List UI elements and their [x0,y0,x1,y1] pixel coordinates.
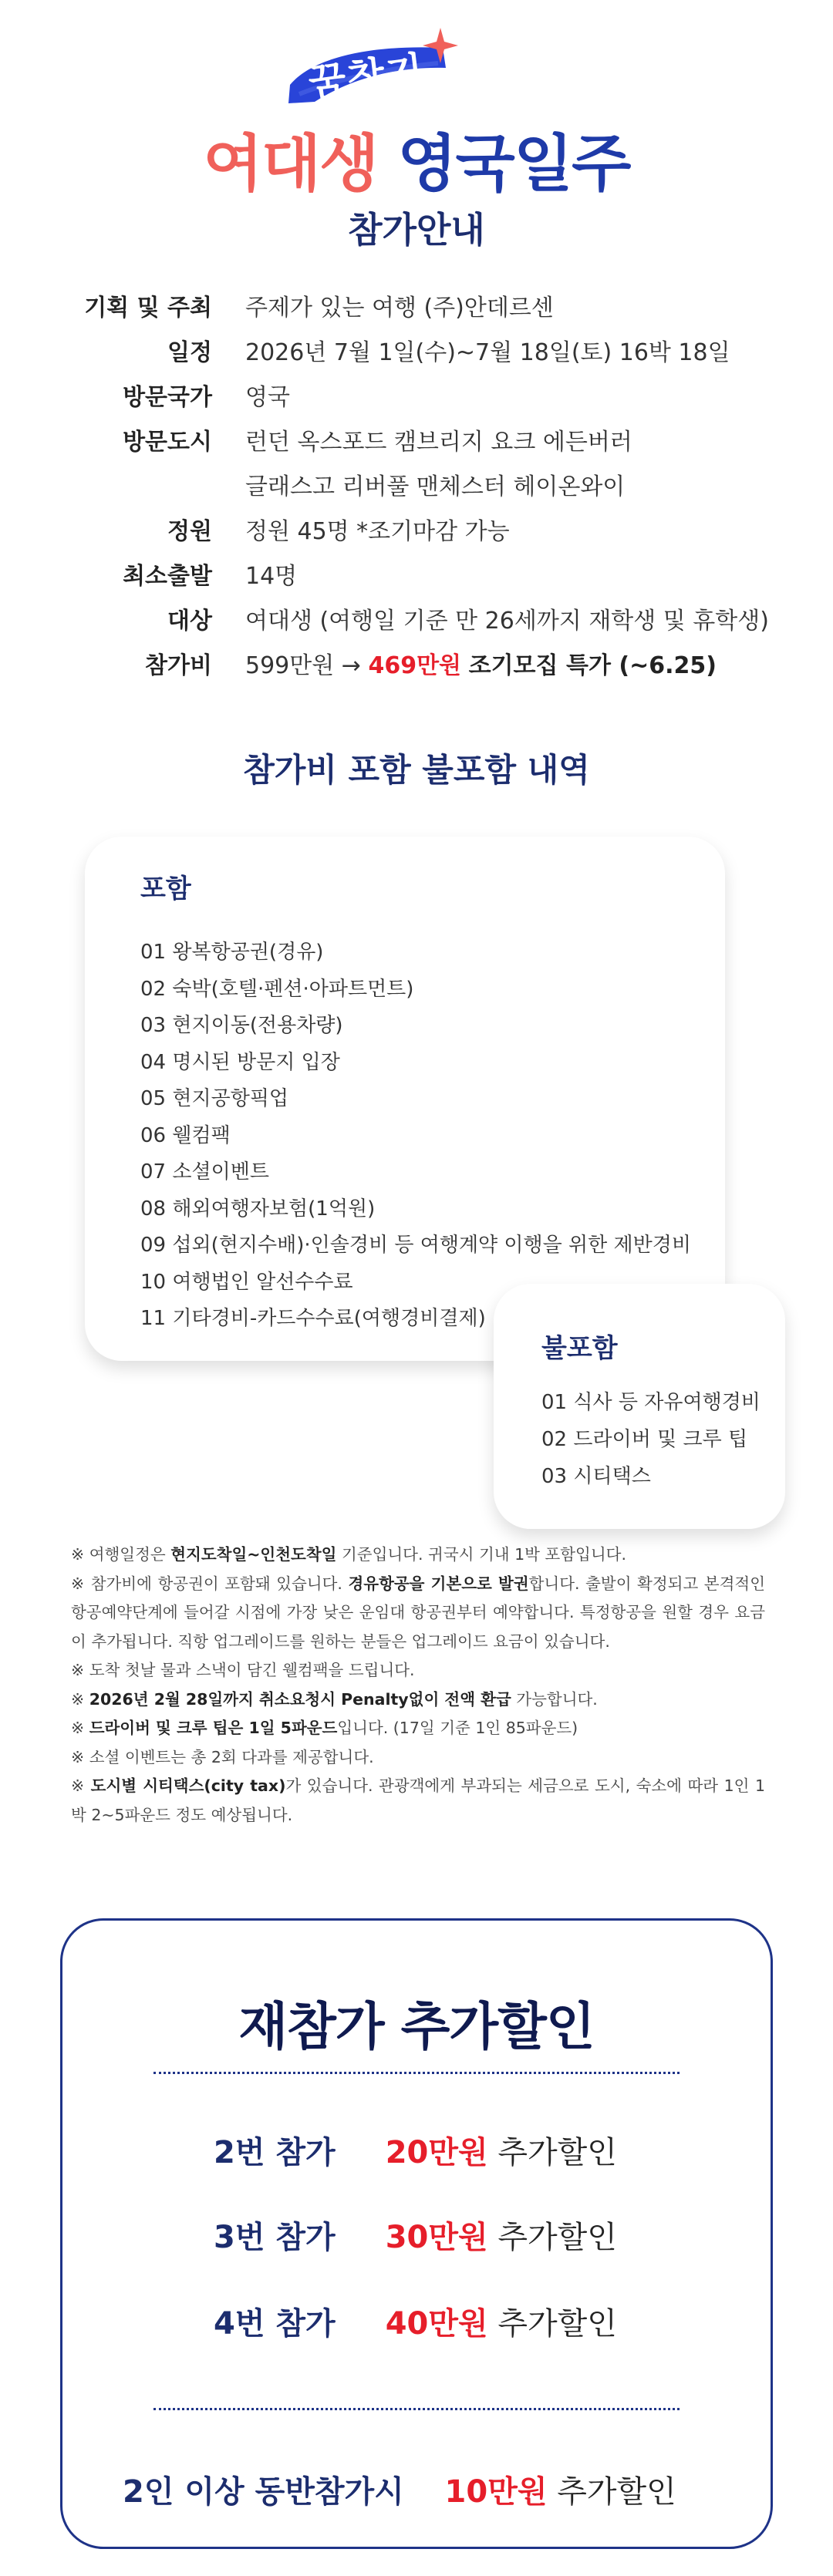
discount-row [214,2303,617,2345]
fee-value [245,645,717,688]
note-item [71,1541,765,1570]
info-row-cities [0,421,833,464]
discount-suffix: 추가할인 [497,2135,617,2170]
note-emphasis: 2026년 2월 28일까지 취소요청시 Penalty없이 전액 환급 [89,1689,511,1709]
discount-condition: 2번 참가 [214,2135,336,2170]
list-item: 06 웰컴팩 [140,1123,231,1147]
fee-early-note: 조기모집 특가 (~6.25) [468,652,717,679]
excluded-heading: 불포함 [541,1333,618,1364]
note-item [71,1570,765,1657]
note-text: 가 있습니다. 관광객에게 부과되는 세금으로 도시, 숙소에 따라 1인 1박 2~5파운드 정도 예상됩니다. [71,1776,765,1824]
dotted-divider [153,2408,680,2410]
info-row-capacity [0,510,833,554]
note-text: 합니다. 출발이 확정되고 본격적인 항공예약단계에 들어갈 시점에 가장 낮은 운임대 항공권부터 예약합니다. 특정항공을 원할 경우 요금이 추가됩니다. 직항 업그레이드를 원하는 분들은 업그레이드 요금이 있습니다. [71,1574,765,1651]
list-item: 01 식사 등 자유여행경비 [541,1391,760,1414]
info-row-organizer [0,287,833,330]
dotted-divider [153,2072,680,2074]
discount-suffix: 추가할인 [557,2474,676,2510]
note-text: ※ [71,1719,89,1737]
list-item: 09 섭외(현지수배)·인솔경비 등 여행계약 이행을 위한 제반경비 [140,1234,692,1257]
discount-title: 재참가 추가할인 [238,1997,595,2056]
discount-condition: 2인 이상 동반참가시 [123,2474,404,2510]
info-label: 최소출발 [123,563,212,590]
discount-amount: 40만원 [385,2306,488,2342]
hero-title-part2: 영국일주 [397,128,630,200]
info-value: 주제가 있는 여행 (주)안데르센 [245,295,554,322]
rejoin-discount-card [60,1918,773,2549]
discount-amount: 20만원 [385,2135,488,2170]
list-item: 04 명시된 방문지 입장 [140,1050,340,1074]
list-item: 11 기타경비-카드수수료(여행경비결제) [140,1307,486,1330]
included-list [140,934,691,1338]
hero-banner [0,0,833,200]
note-text: 입니다. (17일 기준 1인 85파운드) [337,1719,578,1737]
included-heading: 포함 [140,874,191,904]
info-value: 글래스고 리버풀 맨체스터 헤이온와이 [245,473,626,500]
note-item [71,1743,765,1773]
info-row-fee [0,645,833,688]
fee-sale-price: 469만원 [368,652,462,679]
info-value: 14명 [245,563,298,590]
note-emphasis: 경유항공을 기본으로 발권 [348,1574,529,1593]
discount-condition: 3번 참가 [214,2220,336,2255]
info-row-min-departure [0,555,833,598]
hero-subtitle: 꿈찾기 [306,47,427,106]
note-text: 기준입니다. 귀국시 기내 1박 포함입니다. [336,1545,626,1564]
group-discount-row [123,2471,676,2513]
info-value: 영국 [245,384,290,411]
note-text: ※ 여행일정은 [71,1545,171,1564]
info-row-target [0,600,833,643]
info-value: 여대생 (여행일 기준 만 26세까지 재학생 및 휴학생) [245,608,769,635]
include-section-title: 참가비 포함 불포함 내역 [243,751,590,789]
info-section-title: 참가안내 [348,209,485,251]
note-text: ※ 참가비에 항공권이 포함돼 있습니다. [71,1574,349,1593]
info-row-country [0,376,833,419]
list-item: 01 왕복항공권(경유) [140,941,324,964]
note-item [71,1772,765,1830]
note-text: 가능합니다. [511,1689,598,1709]
discount-row [214,2132,617,2174]
info-label: 참가비 [145,652,212,679]
discount-amount: 10만원 [444,2474,548,2510]
discount-amount: 30만원 [385,2220,488,2255]
info-row-schedule [0,332,833,375]
list-item: 02 드라이버 및 크루 팁 [541,1428,748,1451]
list-item: 02 숙박(호텔·펜션·아파트먼트) [140,977,414,1001]
note-text: ※ 도착 첫날 물과 스낵이 담긴 웰컴팩을 드립니다. [71,1661,415,1679]
note-text: ※ [71,1689,89,1709]
list-item: 03 현지이동(전용차량) [140,1014,343,1037]
list-item: 10 여행법인 알선수수료 [140,1270,353,1294]
discount-row [214,2217,617,2258]
hero-title-part1: 여대생 [203,128,378,200]
note-emphasis: 현지도착일~인천도착일 [170,1545,337,1564]
list-item: 05 현지공항픽업 [140,1087,289,1110]
info-label: 기획 및 주최 [84,295,212,322]
note-text: ※ [71,1776,91,1795]
list-item: 08 해외여행자보험(1억원) [140,1197,376,1221]
info-value: 런던 옥스포드 캠브리지 요크 에든버러 [245,429,632,456]
list-item: 03 시티택스 [541,1465,651,1488]
info-label: 대상 [167,608,212,635]
included-card [85,837,725,1361]
note-emphasis: 도시별 시티택스(city tax) [90,1776,286,1795]
fee-original: 599만원 → [245,652,361,679]
info-label: 방문도시 [123,429,212,456]
sparkle-icon [423,28,458,63]
excluded-list [541,1384,760,1495]
note-text: ※ 소셜 이벤트는 총 2회 다과를 제공합니다. [71,1747,374,1766]
info-label: 방문국가 [123,384,212,411]
discount-condition: 4번 참가 [214,2306,336,2342]
note-item [71,1714,765,1743]
info-value: 정원 45명 *조기마감 가능 [245,518,510,545]
list-item: 07 소셜이벤트 [140,1160,269,1184]
info-value: 2026년 7월 1일(수)~7월 18일(토) 16박 18일 [245,339,730,366]
note-item [71,1656,765,1685]
notes-section [71,1541,765,1830]
note-emphasis: 드라이버 및 크루 팁은 1일 5파운드 [89,1719,338,1737]
discount-suffix: 추가할인 [497,2220,617,2255]
info-label: 일정 [167,339,212,366]
note-item [71,1685,765,1715]
info-label: 정원 [167,518,212,545]
info-row-cities-cont [0,466,833,509]
discount-suffix: 추가할인 [497,2306,617,2342]
hero-title [0,114,833,203]
excluded-card [494,1284,785,1529]
